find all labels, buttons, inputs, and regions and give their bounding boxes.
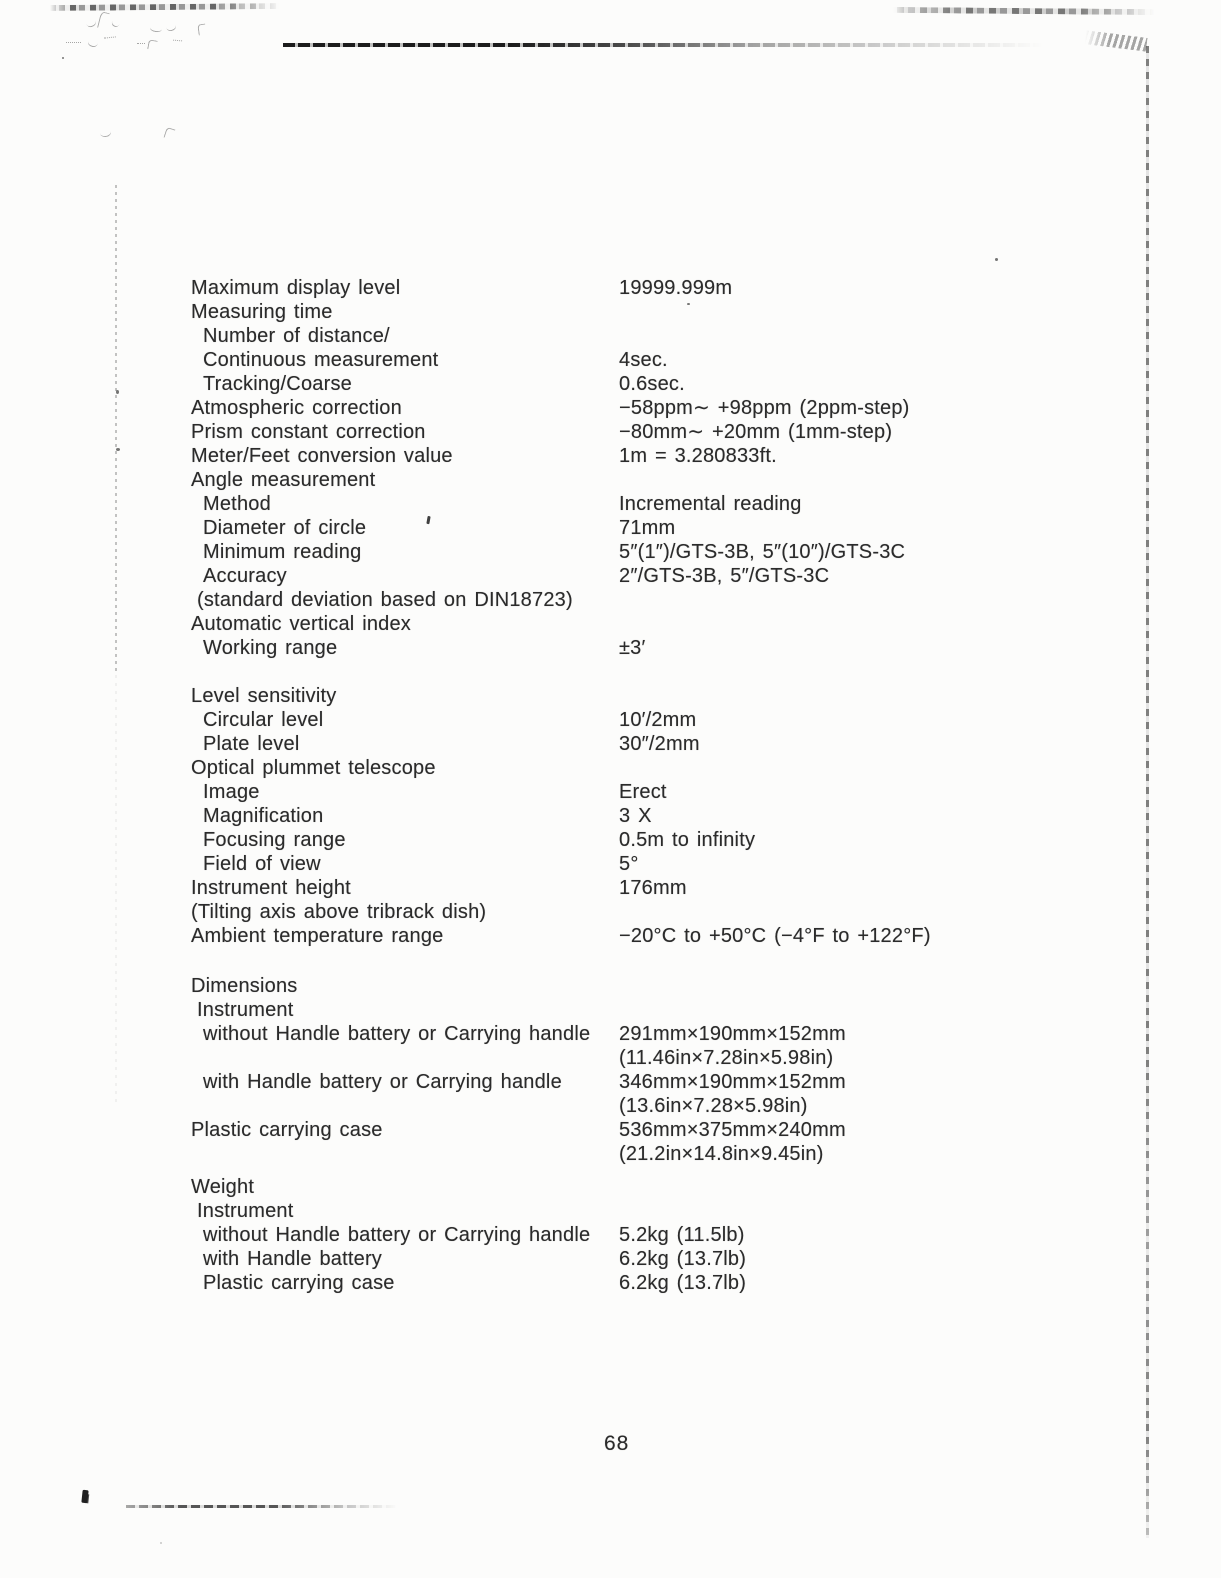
spec-row [191,804,1191,828]
spec-row [191,1142,1191,1166]
spec-value: 176mm [619,877,687,899]
scan-artifact-bottom-ink-blob [81,1490,88,1504]
spec-value: (21.2in×14.8in×9.45in) [619,1143,824,1165]
spec-row [191,1094,1191,1118]
spec-label: Minimum reading [203,541,362,563]
spec-value: −20°C to +50°C (−4°F to +122°F) [619,925,931,947]
spec-label: (standard deviation based on DIN18723) [197,589,573,611]
spec-label: Dimensions [191,975,298,997]
scan-artifact-top-rule [283,43,1043,47]
page-number: 68 [604,1432,630,1455]
spec-row [191,1046,1191,1070]
spec-row [191,492,1191,516]
spec-row [191,516,1191,540]
spec-row [191,348,1191,372]
spec-row [191,732,1191,756]
spec-label: Accuracy [203,565,287,587]
spec-label: Measuring time [191,301,333,323]
spec-value: 2″/GTS-3B, 5″/GTS-3C [619,565,830,587]
scan-artifact-speck [62,57,64,59]
scan-artifact-left-fold-line-faint [115,675,117,1105]
scan-artifact-corner-scratch [1084,30,1147,51]
spec-label: Focusing range [203,829,346,851]
spec-value: ±3′ [619,637,646,659]
spec-row [191,828,1191,852]
spec-row [191,324,1191,348]
spec-label: Magnification [203,805,324,827]
spec-row [191,396,1191,420]
spec-value: 5.2kg (11.5lb) [619,1224,745,1246]
spec-label: Tracking/Coarse [203,373,352,395]
scan-artifact-speck [995,258,998,261]
spec-row [191,372,1191,396]
spec-row [191,756,1191,780]
spec-label: without Handle battery or Carrying handle [203,1224,591,1246]
spec-row [191,900,1191,924]
spec-label: Instrument [197,1200,294,1222]
spec-value: 1m = 3.280833ft. [619,445,777,467]
spec-row [191,684,1191,708]
spec-row [191,636,1191,660]
spec-row [191,612,1191,636]
spec-value: Incremental reading [619,493,802,515]
spec-label: Plastic carrying case [203,1272,395,1294]
spec-value: 5″(1″)/GTS-3B, 5″(10″)/GTS-3C [619,541,906,563]
spec-row [191,1118,1191,1142]
spec-row [191,1247,1191,1271]
spec-label: Number of distance/ [203,325,390,347]
spec-label: Ambient temperature range [191,925,444,947]
spec-label: Weight [191,1176,255,1198]
scan-artifact-speck [116,390,119,394]
spec-label: Working range [203,637,338,659]
spec-value: 6.2kg (13.7lb) [619,1248,747,1270]
spec-value: 0.5m to infinity [619,829,756,851]
spec-label: Instrument [197,999,294,1021]
spec-label: (Tilting axis above tribrack dish) [191,901,487,923]
spec-value: 19999.999m [619,277,733,299]
spec-row [191,708,1191,732]
spec-row [191,1175,1191,1199]
spec-row [191,974,1191,998]
specifications-list [191,276,1191,1295]
spec-row [191,276,1191,300]
spec-row [191,924,1191,948]
spec-row [191,420,1191,444]
spec-value: 5° [619,853,639,875]
spec-row [191,1199,1191,1223]
spec-value: (13.6in×7.28×5.98in) [619,1095,808,1117]
spec-row [191,444,1191,468]
spec-label: with Handle battery or Carrying handle [203,1071,562,1093]
spec-label: Plastic carrying case [191,1119,383,1141]
spec-row [191,540,1191,564]
spec-label: Diameter of circle [203,517,367,539]
spec-label: Atmospheric correction [191,397,402,419]
spec-value: 0.6sec. [619,373,685,395]
spec-label: Image [203,781,260,803]
spec-row [191,588,1191,612]
scan-artifact-bottom-dash-line [126,1505,398,1508]
spec-value: 6.2kg (13.7lb) [619,1272,747,1294]
spec-row [191,300,1191,324]
spec-label: Level sensitivity [191,685,337,707]
spec-row [191,1070,1191,1094]
spec-value: Erect [619,781,667,803]
spec-row [191,876,1191,900]
spec-value: (11.46in×7.28in×5.98in) [619,1047,834,1069]
scan-artifact-top-left-strip [50,3,280,11]
spec-row [191,1022,1191,1046]
spec-value: −80mm∼ +20mm (1mm-step) [619,421,893,443]
spec-value: 4sec. [619,349,668,371]
spec-label: Circular level [203,709,324,731]
spec-value: 71mm [619,517,676,539]
spec-label: Instrument height [191,877,351,899]
spec-row [191,852,1191,876]
spec-label: Plate level [203,733,300,755]
spec-label: Field of view [203,853,321,875]
spec-value: 536mm×375mm×240mm [619,1119,846,1141]
spec-row [191,564,1191,588]
spec-label: Automatic vertical index [191,613,412,635]
spec-value: 346mm×190mm×152mm [619,1071,846,1093]
spec-label: Optical plummet telescope [191,757,436,779]
scan-artifact-left-fold-line [115,185,117,675]
spec-value: 10′/2mm [619,709,697,731]
spec-label: Angle measurement [191,469,376,491]
scan-artifact-speck [160,1542,162,1544]
scan-artifact-top-right-strip [892,7,1154,15]
spec-value: −58ppm∼ +98ppm (2ppm-step) [619,397,910,419]
spec-value: 3 X [619,805,652,827]
spec-label: Method [203,493,271,515]
spec-label: Maximum display level [191,277,401,299]
spec-value: 30″/2mm [619,733,700,755]
spec-row [191,1271,1191,1295]
spec-row [191,780,1191,804]
spec-label: without Handle battery or Carrying handle [203,1023,591,1045]
spec-label: Continuous measurement [203,349,439,371]
spec-row [191,998,1191,1022]
spec-value: 291mm×190mm×152mm [619,1023,846,1045]
spec-row [191,468,1191,492]
spec-label: with Handle battery [203,1248,383,1270]
spec-label: Prism constant correction [191,421,426,443]
spec-row [191,1223,1191,1247]
scan-artifact-speck [116,448,120,451]
spec-label: Meter/Feet conversion value [191,445,453,467]
